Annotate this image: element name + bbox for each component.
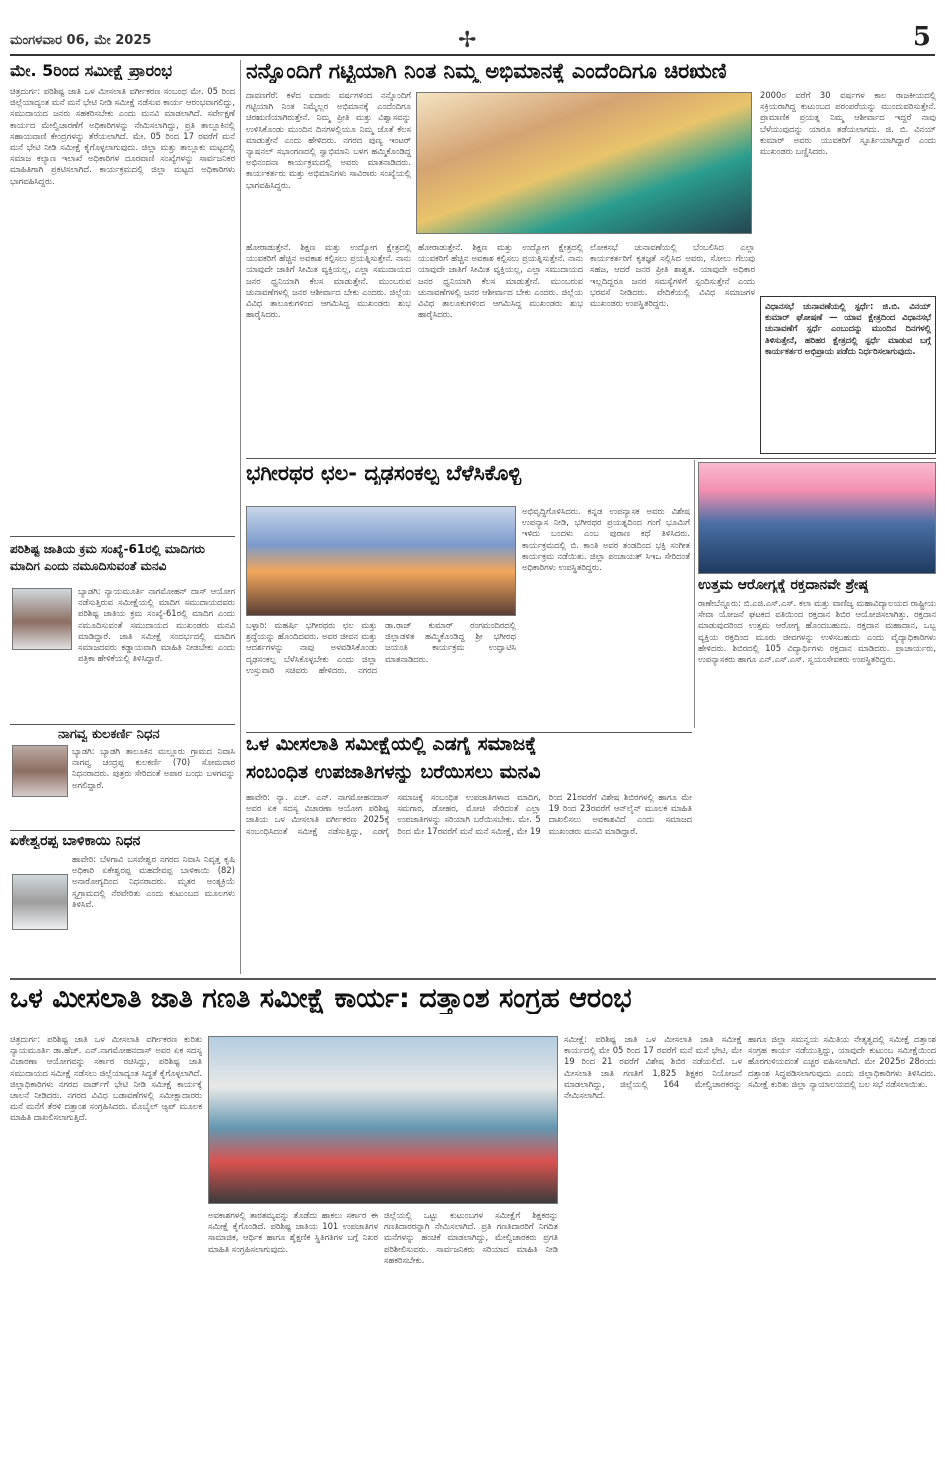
obit2-headline: ಏಕೇಶ್ವರಪ್ಪ ಬಾಳಿಕಾಯಿ ನಿಧನ: [10, 834, 141, 849]
bhagiratha-col2: ಅಭಿವೃದ್ಧಿಗೊಳಿಸಿದರು. ಕನ್ನಡ ಉಪನ್ಯಾಸಕ ಅವರು ವಿಶೇಷ ಉಪನ್ಯಾಸ ನೀಡಿ, ಭಗೀರಥರ ಪ್ರಯತ್ನದಿಂದ ಗಂಗೆ ಭೂಮಿಗೆ ಇಳಿದು ಬಂದಳು ಎಂಬ ಪುರಾಣ ಕಥೆ ತಿಳಿಸಿದರು. ಕಾರ್ಯಕ್ರಮದಲ್ಲಿ ಬಿ. ಕಾಂತಿ ಅವರ ತಂಡದಿಂದ ಭಕ್ತಿ ಸಂಗೀತ ಕಾರ್ಯಕ್ರಮ ನಡೆಯಿತು. ಜಿಲ್ಲಾ ಪಂಚಾಯತ್ ಸಿಇಒ ಸೇರಿದಂತೆ ಅಧಿಕಾರಿಗಳು ಉಪಸ್ಥಿತರಿದ್ದರು.: [522, 506, 690, 573]
story2-headline: ಪರಿಶಿಷ್ಟ ಜಾತಿಯ ಕ್ರಮ ಸಂಖ್ಯೆ-61ರಲ್ಲಿ ಮಾದಿಗರು ಮಾದಿಗ ಎಂದು ನಮೂದಿಸುವಂತೆ ಮನವಿ: [10, 542, 205, 573]
story1-headline: ಮೇ. 5ರಿಂದ ಸಮೀಕ್ಷೆ ಪ್ರಾರಂಭ: [10, 62, 173, 80]
divider: [246, 732, 692, 733]
issue-date: ಮಂಗಳವಾರ 06, ಮೇ 2025: [10, 33, 152, 48]
lead-headline: ನನ್ನೊಂದಿಗೆ ಗಟ್ಟಿಯಾಗಿ ನಿಂತ ನಿಮ್ಮ ಅಭಿಮಾನಕ್ಕೆ ಎಂದೆಂದಿಗೂ ಚಿರಋಣಿ: [246, 60, 727, 83]
survey-photo: [208, 1036, 558, 1204]
bhagiratha-photo: [246, 506, 516, 616]
lead-col2: ಹೋರಾಡುತ್ತೇನೆ. ಶಿಕ್ಷಣ ಮತ್ತು ಉದ್ಯೋಗ ಕ್ಷೇತ್ರದಲ್ಲಿ ಯುವಕರಿಗೆ ಹೆಚ್ಚಿನ ಅವಕಾಶ ಕಲ್ಪಿಸಲು ಪ್ರಯತ್ನಿಸುತ್ತೇನೆ. ನಾನು ಯಾವುದೇ ಜಾತಿಗೆ ಸೀಮಿತ ವ್ಯಕ್ತಿಯಲ್ಲ, ಎಲ್ಲಾ ಸಮುದಾಯದ ಜನರ ಧ್ವನಿಯಾಗಿ ಕೆಲಸ ಮಾಡುತ್ತೇನೆ. ಮುಂಬರುವ ಚುನಾವಣೆಗಳಲ್ಲಿ ಜನರ ಆಶೀರ್ವಾದ ಬೇಕು ಎಂದರು. ಜಿಲ್ಲೆಯ ವಿವಿಧ ತಾಲೂಕುಗಳಿಂದ ಆಗಮಿಸಿದ್ದ ಮುಖಂಡರು ಶುಭ ಹಾರೈಸಿದರು.: [246, 242, 411, 320]
bottom-col2: ಅವಕಾಶಗಳಲ್ಲಿ ತಾರತಮ್ಯವನ್ನು ತೊಡೆದು ಹಾಕಲು ಸರ್ಕಾರ ಈ ಸಮೀಕ್ಷೆ ಕೈಗೊಂಡಿದೆ. ಪರಿಶಿಷ್ಟ ಜಾತಿಯ 101 ಉಪಜಾತಿಗಳ ಸಾಮಾಜಿಕ, ಆರ್ಥಿಕ ಹಾಗೂ ಶೈಕ್ಷಣಿಕ ಸ್ಥಿತಿಗತಿಗಳ ಬಗ್ಗೆ ನಿಖರ ಮಾಹಿತಿ ಸಂಗ್ರಹಿಸಲಾಗುವುದು.: [208, 1210, 378, 1254]
obituary-photo: [12, 745, 68, 797]
subcaste-headline-1: ಒಳ ಮೀಸಲಾತಿ ಸಮೀಕ್ಷೆಯಲ್ಲಿ ಎಡಗೈ ಸಮಾಜಕ್ಕೆ: [246, 734, 537, 755]
page-header: [0, 0, 945, 58]
lead-col4: 2000ರ ವರೆಗೆ 30 ವರ್ಷಗಳ ಕಾಲ ರಾಜಕೀಯದಲ್ಲಿ ಸಕ್ರಿಯರಾಗಿದ್ದ ಕುಟುಂಬದ ಪರಂಪರೆಯನ್ನು ಮುಂದುವರಿಸುತ್ತೇನೆ. ಪ್ರಾಮಾಣಿಕ ಪ್ರಯತ್ನ ನಿಮ್ಮ ಆಶೀರ್ವಾದ ಇದ್ದರೆ ನಾವು ಬೆಳೆಯುವುದನ್ನು ಯಾರೂ ತಡೆಯಲಾಗದು. ಜಿ. ಬಿ. ವಿನಯ್ ಕುಮಾರ್ ಅವರು ಯುವಕರಿಗೆ ಸ್ಫೂರ್ತಿಯಾಗಿದ್ದಾರೆ ಎಂದು ಮುಖಂಡರು ಬಣ್ಣಿಸಿದರು.: [760, 90, 936, 157]
lead-sidebar-box: ವಿಧಾನಸಭೆ ಚುನಾವಣೆಯಲ್ಲಿ ಸ್ಪರ್ಧೆ: ಜಿ.ಬಿ. ವಿನಯ್ ಕುಮಾರ್ ಘೋಷಣೆ — ಯಾವ ಕ್ಷೇತ್ರದಿಂದ ವಿಧಾನಸಭೆ ಚುನಾವಣೆಗೆ ಸ್ಪರ್ಧೆ ಎಂಬುದನ್ನು ಮುಂದಿನ ದಿನಗಳಲ್ಲಿ ತಿಳಿಸುತ್ತೇನೆ, ಹರಿಹರ ಕ್ಷೇತ್ರದಲ್ಲಿ ಸ್ಪರ್ಧೆ ಮಾಡುವ ಬಗ್ಗೆ ಕಾರ್ಯಕರ್ತರ ಅಭಿಪ್ರಾಯ ಪಡೆದು ನಿರ್ಧರಿಸಲಾಗುವುದು.: [760, 296, 936, 454]
divider: [10, 830, 235, 831]
header-rule: [10, 54, 935, 56]
lead-col3: ಲೋಕಸಭೆ ಚುನಾವಣೆಯಲ್ಲಿ ಬೆಂಬಲಿಸಿದ ಎಲ್ಲಾ ಕಾರ್ಯಕರ್ತರಿಗೆ ಕೃತಜ್ಞತೆ ಸಲ್ಲಿಸಿದ ಅವರು, ಸೋಲು ಗೆಲುವು ಸಹಜ, ಆದರೆ ಜನರ ಪ್ರೀತಿ ಶಾಶ್ವತ. ಯಾವುದೇ ಅಧಿಕಾರ ಇಲ್ಲದಿದ್ದರೂ ಜನರ ಸಮಸ್ಯೆಗಳಿಗೆ ಸ್ಪಂದಿಸುತ್ತೇನೆ ಎಂದು ಭರವಸೆ ನೀಡಿದರು. ವೇದಿಕೆಯಲ್ಲಿ ವಿವಿಧ ಸಮಾಜಗಳ ಮುಖಂಡರು ಉಪಸ್ಥಿತರಿದ್ದರು.: [590, 242, 755, 309]
divider: [10, 724, 235, 725]
divider: [246, 458, 936, 459]
blood-body: ರಾಣೇಬೆನ್ನೂರು: ಬಿ.ಎಜಿ.ಎಸ್.ಎಸ್. ಕಲಾ ಮತ್ತು ವಾಣಿಜ್ಯ ಮಹಾವಿದ್ಯಾಲಯದ ರಾಷ್ಟ್ರೀಯ ಸೇವಾ ಯೋಜನೆ ಘಟಕದ ವತಿಯಿಂದ ರಕ್ತದಾನ ಶಿಬಿರ ಆಯೋಜಿಸಲಾಗಿತ್ತು. ರಕ್ತದಾನ ಮಾಡುವುದರಿಂದ ಉತ್ತಮ ಆರೋಗ್ಯ ಹೊಂದಬಹುದು. ರಕ್ತದಾನ ಮಹಾದಾನ, ಒಬ್ಬ ವ್ಯಕ್ತಿಯ ರಕ್ತದಿಂದ ಮೂರು ಜೀವಗಳನ್ನು ಉಳಿಸಬಹುದು ಎಂದು ವೈದ್ಯಾಧಿಕಾರಿಗಳು ಹೇಳಿದರು. ಶಿಬಿರದಲ್ಲಿ 105 ವಿದ್ಯಾರ್ಥಿಗಳು ರಕ್ತದಾನ ಮಾಡಿದರು. ಪ್ರಾಚಾರ್ಯರು, ಉಪನ್ಯಾಸಕರು ಹಾಗೂ ಎನ್.ಎಸ್.ಎಸ್. ಸ್ವಯಂಸೇವಕರು ಉಪಸ್ಥಿತರಿದ್ದರು.: [698, 598, 936, 665]
obit1-headline: ನಾಗವ್ವ ಕುಲಕರ್ಣಿ ನಿಧನ: [58, 728, 160, 742]
bottom-col1: ಚಿತ್ರದುರ್ಗ: ಪರಿಶಿಷ್ಟ ಜಾತಿ ಒಳ ಮೀಸಲಾತಿ ವರ್ಗೀಕರಣ ಕುರಿತು ನ್ಯಾಯಮೂರ್ತಿ ಡಾ.ಹೆಚ್. ಎನ್.ನಾಗಮೋಹನದಾಸ್ ಅವರ ಏಕ ಸದಸ್ಯ ವಿಚಾರಣಾ ಆಯೋಗವನ್ನು ಸರ್ಕಾರ ರಚಿಸಿದ್ದು, ಪರಿಶಿಷ್ಟ ಜಾತಿ ಸಮುದಾಯದ ಸಮೀಕ್ಷೆ ನಡೆಸಲು ಜಿಲ್ಲೆಯಾದ್ಯಂತ ಸಿದ್ಧತೆ ಕೈಗೊಳ್ಳಲಾಗಿದೆ. ಜಿಲ್ಲಾಧಿಕಾರಿಗಳು ನಗರದ ವಾರ್ಡ್‌ಗೆ ಭೇಟಿ ನೀಡಿ ಸಮೀಕ್ಷೆ ಕಾರ್ಯಕ್ಕೆ ಚಾಲನೆ ನೀಡಿದರು. ನಗರದ ವಿವಿಧ ಬಡಾವಣೆಗಳಲ್ಲಿ ಸಮೀಕ್ಷಾದಾರರು ಮನೆ ಮನೆಗೆ ತೆರಳಿ ದತ್ತಾಂಶ ಸಂಗ್ರಹಿಸಿದರು. ಮೊಬೈಲ್ ಆ್ಯಪ್ ಮೂಲಕ ಮಾಹಿತಿ ದಾಖಲಿಸಲಾಗುತ್ತಿದೆ.: [10, 1034, 202, 1123]
bottom-headline: ಒಳ ಮೀಸಲಾತಿ ಜಾತಿ ಗಣತಿ ಸಮೀಕ್ಷೆ ಕಾರ್ಯ: ದತ್ತಾಂಶ ಸಂಗ್ರಹ ಆರಂಭ: [10, 984, 632, 1014]
blood-donation-photo: [698, 462, 936, 574]
page-number: 5: [912, 22, 931, 52]
bottom-col4: ಸಮೀಕ್ಷೆ: ಪರಿಶಿಷ್ಟ ಜಾತಿ ಒಳ ಮೀಸಲಾತಿ ಜಾತಿ ಸಮೀಕ್ಷೆ ಕಾರ್ಯದಲ್ಲಿ ಮೇ 05 ರಿಂದ 17 ರವರೆಗೆ ಮನೆ ಮನೆ ಭೇಟಿ, ಮೇ 19 ರಿಂದ 21 ರವರೆಗೆ ವಿಶೇಷ ಶಿಬಿರ ನಡೆಯಲಿದೆ. ಒಳ ಮೀಸಲಾತಿ ಜಾತಿ ಗಣತಿಗೆ 1,825 ಶಿಕ್ಷಕರ ನಿಯೋಜನೆ ಮಾಡಲಾಗಿದ್ದು, ಜಿಲ್ಲೆಯಲ್ಲಿ 164 ಮೇಲ್ವಿಚಾರಕರನ್ನು ನೇಮಿಸಲಾಗಿದೆ.: [564, 1034, 742, 1101]
subcaste-headline-2: ಸಂಬಂಧಿತ ಉಪಜಾತಿಗಳನ್ನು ಬರೆಯಿಸಲು ಮನವಿ: [246, 762, 541, 783]
column-divider: [240, 60, 241, 974]
divider: [10, 978, 936, 980]
ornament-icon: ✢: [458, 28, 477, 53]
lead-col2b: ಹೋರಾಡುತ್ತೇನೆ. ಶಿಕ್ಷಣ ಮತ್ತು ಉದ್ಯೋಗ ಕ್ಷೇತ್ರದಲ್ಲಿ ಯುವಕರಿಗೆ ಹೆಚ್ಚಿನ ಅವಕಾಶ ಕಲ್ಪಿಸಲು ಪ್ರಯತ್ನಿಸುತ್ತೇನೆ. ನಾನು ಯಾವುದೇ ಜಾತಿಗೆ ಸೀಮಿತ ವ್ಯಕ್ತಿಯಲ್ಲ, ಎಲ್ಲಾ ಸಮುದಾಯದ ಜನರ ಧ್ವನಿಯಾಗಿ ಕೆಲಸ ಮಾಡುತ್ತೇನೆ. ಮುಂಬರುವ ಚುನಾವಣೆಗಳಲ್ಲಿ ಜನರ ಆಶೀರ್ವಾದ ಬೇಕು ಎಂದರು. ಜಿಲ್ಲೆಯ ವಿವಿಧ ತಾಲೂಕುಗಳಿಂದ ಆಗಮಿಸಿದ್ದ ಮುಖಂಡರು ಶುಭ ಹಾರೈಸಿದರು.: [418, 242, 583, 320]
subcaste-body: ಹಾವೇರಿ: ನ್ಯಾ. ಎಚ್. ಎನ್. ನಾಗಮೋಹನದಾಸ್ ಅವರ ಏಕ ಸದಸ್ಯ ವಿಚಾರಣಾ ಆಯೋಗ ಪರಿಶಿಷ್ಟ ಜಾತಿಯ ಒಳ ಮೀಸಲಾತಿ ವರ್ಗೀಕರಣ 2025ಕ್ಕೆ ಸಂಬಂಧಿಸಿದಂತೆ ಸಮೀಕ್ಷೆ ನಡೆಸುತ್ತಿದ್ದು, ಎಡಗೈ ಸಮಾಜಕ್ಕೆ ಸಂಬಂಧಿತ ಉಪಜಾತಿಗಳಾದ ಮಾದಿಗ, ಸಮಗಾರ, ಡೋಹರ, ಮೋಚಿ ಸೇರಿದಂತೆ ಎಲ್ಲಾ ಉಪಜಾತಿಗಳನ್ನು ಸರಿಯಾಗಿ ಬರೆಯಿಸಬೇಕು. ಮೇ. 5 ರಿಂದ ಮೇ 17ರವರೆಗೆ ಮನೆ ಮನೆ ಸಮೀಕ್ಷೆ, ಮೇ 19 ರಿಂದ 21ರವರೆಗೆ ವಿಶೇಷ ಶಿಬಿರಗಳಲ್ಲಿ ಹಾಗೂ ಮೇ 19 ರಿಂದ 23ರವರೆಗೆ ಆನ್‌ಲೈನ್ ಮೂಲಕ ಮಾಹಿತಿ ದಾಖಲಿಸಲು ಅವಕಾಶವಿದೆ ಎಂದು ಸಮಾಜದ ಮುಖಂಡರು ಮನವಿ ಮಾಡಿದ್ದಾರೆ.: [246, 792, 692, 836]
bottom-col3: ಜಿಲ್ಲೆಯಲ್ಲಿ ಒಟ್ಟು ಕುಟುಂಬಗಳ ಸಮೀಕ್ಷೆಗೆ ಶಿಕ್ಷಕರನ್ನು ಗಣತಿದಾರರನ್ನಾಗಿ ನೇಮಿಸಲಾಗಿದೆ. ಪ್ರತಿ ಗಣತಿದಾರರಿಗೆ ನಿಗದಿತ ಮನೆಗಳನ್ನು ಹಂಚಿಕೆ ಮಾಡಲಾಗಿದ್ದು, ಮೇಲ್ವಿಚಾರಕರು ಪ್ರಗತಿ ಪರಿಶೀಲಿಸುವರು. ಸಾರ್ವಜನಿಕರು ಸರಿಯಾದ ಮಾಹಿತಿ ನೀಡಿ ಸಹಕರಿಸಬೇಕು.: [384, 1210, 558, 1265]
obituary-photo: [12, 874, 68, 930]
lead-col1: ದಾವಣಗೆರೆ: ಕಳೆದ ಐದಾರು ವರ್ಷಗಳಿಂದ ನನ್ನೊಂದಿಗೆ ಗಟ್ಟಿಯಾಗಿ ನಿಂತ ನಿಮ್ಮೆಲ್ಲರ ಅಭಿಮಾನಕ್ಕೆ ಎಂದೆಂದಿಗೂ ಚಿರಋಣಿಯಾಗಿರುತ್ತೇನೆ. ನಿಮ್ಮ ಪ್ರೀತಿ ಮತ್ತು ವಿಶ್ವಾಸವನ್ನು ಉಳಿಸಿಕೊಂಡು ಮುಂದಿನ ದಿನಗಳಲ್ಲಿಯೂ ನಿಮ್ಮ ಜೊತೆ ಕೆಲಸ ಮಾಡುತ್ತೇನೆ ಎಂದು ಹೇಳಿದರು. ನಗರದ ಪುಣ್ಯ ಇಂಟರ್ ನ್ಯಾಷನಲ್ ಸಭಾಂಗಣದಲ್ಲಿ ಸ್ವಾಭಿಮಾನಿ ಬಳಗ ಹಮ್ಮಿಕೊಂಡಿದ್ದ ಅಭಿನಂದನಾ ಕಾರ್ಯಕ್ರಮದಲ್ಲಿ ಅವರು ಮಾತನಾಡಿದರು. ಕಾರ್ಯಕರ್ತರು ಮತ್ತು ಅಭಿಮಾನಿಗಳು ಸಾವಿರಾರು ಸಂಖ್ಯೆಯಲ್ಲಿ ಭಾಗವಹಿಸಿದ್ದರು.: [246, 90, 411, 190]
story1-body: ಚಿತ್ರದುರ್ಗ: ಪರಿಶಿಷ್ಟ ಜಾತಿ ಒಳ ಮೀಸಲಾತಿ ವರ್ಗೀಕರಣ ಸಂಬಂಧ ಮೇ. 05 ರಿಂದ ಜಿಲ್ಲೆಯಾದ್ಯಂತ ಮನೆ ಮನೆ ಭೇಟಿ ನೀಡಿ ಸಮೀಕ್ಷೆ ನಡೆಸುವ ಕಾರ್ಯ ಆರಂಭವಾಗಲಿದ್ದು, ಸಮುದಾಯದ ಜನರು ಸಹಕರಿಸಬೇಕು ಎಂದು ಮನವಿ ಮಾಡಲಾಗಿದೆ. ಸರ್ವೇಕ್ಷಣೆ ಕಾರ್ಯದ ಮೇಲ್ವಿಚಾರಣೆಗೆ ಅಧಿಕಾರಿಗಳನ್ನು ನೇಮಿಸಲಾಗಿದ್ದು, ಪ್ರತಿ ತಾಲ್ಲೂಕಿನಲ್ಲಿ ಸಹಾಯವಾಣಿ ಕೇಂದ್ರಗಳನ್ನು ತೆರೆಯಲಾಗಿದೆ. ಮೇ. 05 ರಿಂದ 17 ರವರೆಗೆ ಮನೆ ಮನೆ ಭೇಟಿ ನೀಡಿ ಸಮೀಕ್ಷೆ ಕೈಗೊಳ್ಳಲಾಗುವುದು. ಜಿಲ್ಲಾ ಮತ್ತು ತಾಲ್ಲೂಕು ಮಟ್ಟದಲ್ಲಿ ಸಮಾಜ ಕಲ್ಯಾಣ ಇಲಾಖೆ ಅಧಿಕಾರಿಗಳ ದೂರವಾಣಿ ಸಂಖ್ಯೆಗಳನ್ನು ಸಾರ್ವಜನಿಕರ ಮಾಹಿತಿಗಾಗಿ ಪ್ರಕಟಿಸಲಾಗಿದೆ. ಕಾರ್ಯಕ್ರಮದಲ್ಲಿ ಜಿಲ್ಲಾ ಮಟ್ಟದ ಅಧಿಕಾರಿಗಳು ಭಾಗವಹಿಸಿದ್ದರು.: [10, 86, 235, 186]
obit1-body: ಬ್ಯಾಡಗಿ: ಬ್ಯಾಡಗಿ ತಾಲೂಕಿನ ಮಲ್ಲೂರು ಗ್ರಾಮದ ನಿವಾಸಿ ನಾಗವ್ವ ಚಂದ್ರಪ್ಪ ಕುಲಕರ್ಣಿ (70) ಸೋಮವಾರ ನಿಧನರಾದರು. ಪುತ್ರರು ಸೇರಿದಂತೆ ಅಪಾರ ಬಂಧು ಬಳಗವನ್ನು ಅಗಲಿದ್ದಾರೆ.: [72, 746, 235, 790]
lead-photo: [416, 92, 752, 234]
bottom-col5: ಹಾಗೂ ಜಿಲ್ಲಾ ಸಮನ್ವಯ ಸಮಿತಿಯ ನೇತೃತ್ವದಲ್ಲಿ ಸಮೀಕ್ಷೆ ದತ್ತಾಂಶ ಸಂಗ್ರಹ ಕಾರ್ಯ ನಡೆಯುತ್ತಿದ್ದು, ಯಾವುದೇ ಕುಟುಂಬ ಸಮೀಕ್ಷೆಯಿಂದ ಹೊರಗುಳಿಯದಂತೆ ಎಚ್ಚರ ವಹಿಸಲಾಗಿದೆ. ಮೇ 2025ರ 28ರಂದು ದತ್ತಾಂಶ ಸಿದ್ಧಪಡಿಸಲಾಗುವುದು ಎಂದು ಜಿಲ್ಲಾಧಿಕಾರಿಗಳು ತಿಳಿಸಿದರು. ಸಮೀಕ್ಷೆ ಕುರಿತು ಜಿಲ್ಲಾ ನ್ಯಾಯಾಲಯದಲ್ಲಿ ಬಲ ಸಭೆ ನಡೆಸಲಾಯಿತು.: [748, 1034, 936, 1089]
bhagiratha-headline: ಭಗೀರಥರ ಛಲ- ದೃಢಸಂಕಲ್ಪ ಬೆಳೆಸಿಕೊಳ್ಳಿ: [246, 462, 522, 485]
story2-body: ಬ್ಯಾಡಗಿ: ನ್ಯಾಯಮೂರ್ತಿ ನಾಗಮೋಹನ್ ದಾಸ್ ಆಯೋಗ ನಡೆಸುತ್ತಿರುವ ಸಮೀಕ್ಷೆಯಲ್ಲಿ ಮಾದಿಗ ಸಮುದಾಯದವರು ಪರಿಶಿಷ್ಟ ಜಾತಿಯ ಕ್ರಮ ಸಂಖ್ಯೆ-61ರಲ್ಲಿ ಮಾದಿಗ ಎಂದು ನಮೂದಿಸುವಂತೆ ಸಮುದಾಯದ ಮುಖಂಡರು ಮನವಿ ಮಾಡಿದ್ದಾರೆ. ಜಾತಿ ಸಮೀಕ್ಷೆ ಸಂದರ್ಭದಲ್ಲಿ ಮಾದಿಗ ಸಮಾಜದವರು ಕಡ್ಡಾಯವಾಗಿ ಮಾಹಿತಿ ನೀಡಬೇಕು ಎಂದು ಪತ್ರಿಕಾ ಹೇಳಿಕೆಯಲ್ಲಿ ತಿಳಿಸಿದ್ದಾರೆ.: [78, 586, 235, 664]
blood-headline: ಉತ್ತಮ ಆರೋಗ್ಯಕ್ಕೆ ರಕ್ತದಾನವೇ ಶ್ರೇಷ್ಠ: [698, 578, 868, 593]
bhagiratha-col1: ಬಳ್ಳಾರಿ: ಮಹರ್ಷಿ ಭಗೀರಥರು ಛಲ ಮತ್ತು ಶ್ರದ್ಧೆಯನ್ನು ಹೊಂದಿದವರು. ಅವರ ಜೀವನ ಮತ್ತು ಆದರ್ಶಗಳನ್ನು ನಾವು ಅಳವಡಿಸಿಕೊಂಡು ದೃಢಸಂಕಲ್ಪ ಬೆಳೆಸಿಕೊಳ್ಳಬೇಕು ಎಂದು ಜಿಲ್ಲಾ ಉಸ್ತುವಾರಿ ಸಚಿವರು ಹೇಳಿದರು. ನಗರದ ಡಾ.ರಾಜ್ ಕುಮಾರ್ ರಂಗಮಂದಿರದಲ್ಲಿ ಜಿಲ್ಲಾಡಳಿತ ಹಮ್ಮಿಕೊಂಡಿದ್ದ ಶ್ರೀ ಭಗೀರಥ ಜಯಂತಿ ಕಾರ್ಯಕ್ರಮ ಉದ್ಘಾಟಿಸಿ ಮಾತನಾಡಿದರು.: [246, 620, 516, 675]
column-divider: [694, 460, 695, 728]
divider: [10, 536, 235, 537]
portrait-photo: [12, 588, 72, 650]
obit2-body: ಹಾವೇರಿ: ಬೆಳಗಾವಿ ಬಸವೇಶ್ವರ ನಗರದ ನಿವಾಸಿ ನಿವೃತ್ತ ಕೃಷಿ ಅಧಿಕಾರಿ ಏಕೇಶ್ವರಪ್ಪ ಮಹದೇವಪ್ಪ ಬಾಳಿಕಾಯಿ (82) ಅನಾರೋಗ್ಯದಿಂದ ನಿಧನರಾದರು. ಮೃತರ ಅಂತ್ಯಕ್ರಿಯೆ ಸ್ವಗ್ರಾಮದಲ್ಲಿ ನೆರವೇರಿತು ಎಂದು ಕುಟುಂಬದ ಮೂಲಗಳು ತಿಳಿಸಿವೆ.: [72, 854, 235, 909]
